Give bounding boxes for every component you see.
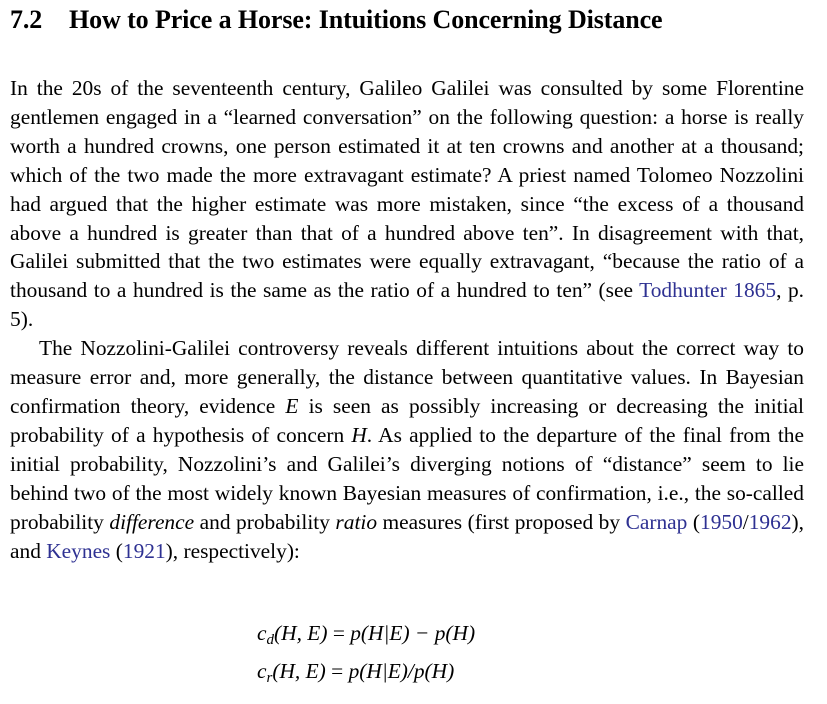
paragraph-1	[10, 74, 804, 334]
section-number: 7.2	[10, 5, 43, 34]
section-heading	[10, 0, 804, 35]
eq2-subscript: r	[266, 670, 273, 686]
citation-keynes[interactable]: Keynes	[46, 538, 111, 563]
paragraph-2-text-e: measures (first proposed by	[377, 509, 626, 534]
eq1-equals: =	[327, 621, 351, 645]
citation-carnap-1962[interactable]: 1962	[748, 509, 792, 534]
eq1-subscript: d	[266, 632, 274, 648]
eq1-args: (H, E)	[274, 621, 328, 645]
page	[10, 0, 804, 565]
emphasis-ratio: ratio	[335, 509, 378, 534]
paragraph-2-text-c: . As applied to the departure of the final from the initial probability, Nozzolini’s and Galilei’s diverging notions of “distance” seem to lie behind two of the most widely known Bayesian measures of confirmation, i.e., the so-called probability	[10, 422, 804, 534]
eq2-rhs: p(H|E)/p(H)	[348, 659, 455, 683]
paragraph-2-text-i: ), respectively):	[165, 538, 300, 563]
paragraph-2-text-f: (	[687, 509, 700, 534]
eq2-symbol: c	[257, 659, 267, 683]
section-title: How to Price a Horse: Intuitions Concerning Distance	[69, 5, 663, 34]
paragraph-2-text-b: is seen as possibly increasing or decreasing the initial probability of a hypothesis of concern	[10, 393, 804, 447]
citation-keynes-1921[interactable]: 1921	[122, 538, 166, 563]
var-evidence: E	[285, 393, 299, 418]
paragraph-2-text-h: (	[110, 538, 123, 563]
equation-difference-measure	[257, 618, 475, 656]
body-text	[10, 74, 804, 565]
paragraph-1-end: , p. 5).	[10, 278, 804, 332]
eq1-rhs: p(H|E) − p(H)	[350, 621, 476, 645]
var-hypothesis: H	[351, 422, 367, 447]
equation-ratio-measure	[257, 656, 475, 694]
paragraph-2-text-a: The Nozzolini-Galilei controversy reveals different intuitions about the correct way to measure error and, more generally, the distance between quantitative values. In Bayesian confirmation theory, evidence	[10, 336, 804, 418]
eq2-equals: =	[325, 659, 349, 683]
paragraph-1-text: In the 20s of the seventeenth century, Galileo Galilei was consulted by some Florentine gentlemen engaged in a “learned conversation” on the following question: a horse is really worth a hundred crowns, one person estimated it at ten crowns and another at a thousand; which of the two made the more extravagant estimate? A priest named Tolomeo Nozzolini had argued that the higher estimate was more mistaken, since “the excess of a thousand above a hundred is greater than that of a hundred above ten”. In disagreement with that, Galilei submitted that the two estimates were equally extravagant, “because the ratio of a thousand to a hundred is the same as the ratio of a hundred to ten” (see	[10, 76, 804, 303]
citation-separator: /	[742, 509, 749, 534]
paragraph-2-text-d: and probability	[194, 509, 336, 534]
citation-carnap[interactable]: Carnap	[625, 509, 688, 534]
eq2-args: (H, E)	[272, 659, 326, 683]
paragraph-2	[10, 334, 804, 565]
citation-carnap-1950[interactable]: 1950	[700, 509, 743, 534]
citation-todhunter[interactable]: Todhunter 1865	[639, 278, 777, 303]
eq1-symbol: c	[257, 621, 267, 645]
emphasis-difference: difference	[109, 509, 195, 534]
equations	[257, 618, 475, 694]
paragraph-2-text-g: ), and	[10, 509, 804, 563]
